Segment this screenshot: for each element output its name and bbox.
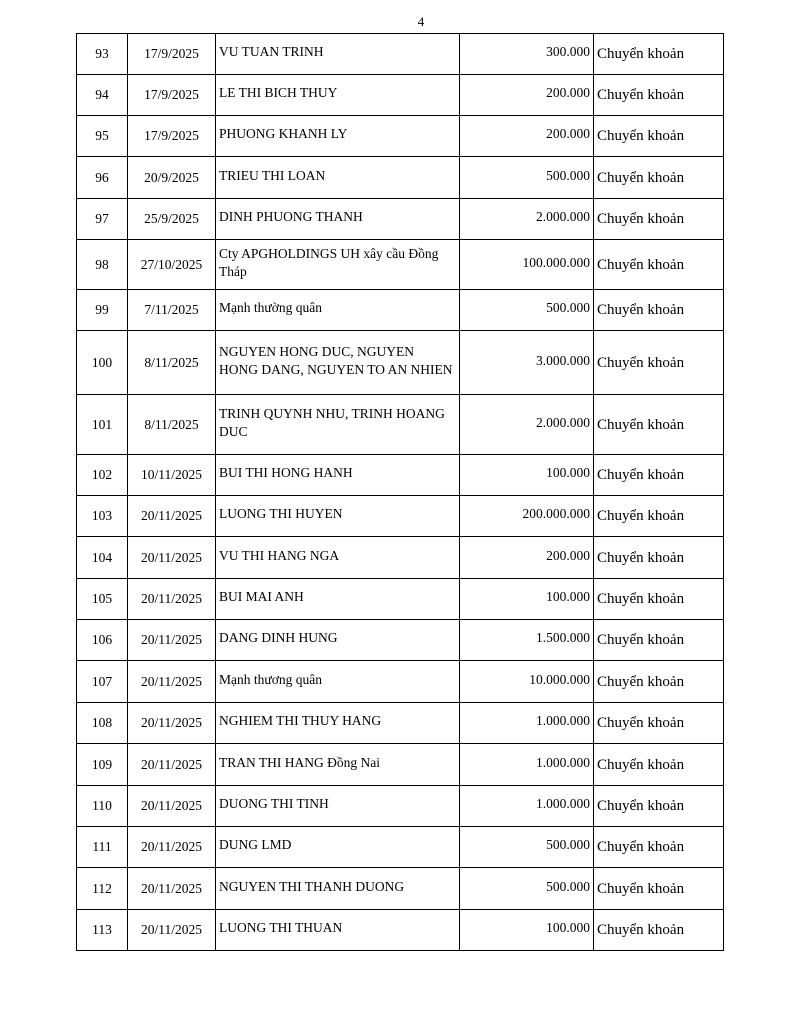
date-text: 20/9/2025 [144, 169, 199, 185]
page-number: 4 [417, 14, 425, 29]
donor-name-text: DUONG THI TINH [219, 796, 329, 811]
date-text: 7/11/2025 [144, 302, 199, 317]
donor-name-cell [216, 579, 460, 620]
amount-text: 1.000.000 [536, 796, 590, 811]
donor-name-cell [216, 661, 460, 703]
payment-method-text: Chuyển khoản [597, 632, 685, 648]
payment-method-cell [594, 455, 724, 496]
donor-name-cell [216, 620, 460, 661]
donor-name-text: Cty APGHOLDINGS UH xây cầu Đồng Tháp [219, 245, 439, 279]
table-row [77, 240, 724, 290]
donor-name-text: NGUYEN THI THANH DUONG [219, 878, 405, 894]
payment-method-cell [594, 75, 724, 116]
date-text: 17/9/2025 [144, 128, 199, 143]
amount-cell [460, 75, 594, 116]
amount-text: 200.000 [546, 85, 590, 100]
donor-name-cell [216, 496, 460, 537]
row-number-cell [77, 537, 128, 579]
payment-method-text: Chuyển khoản [597, 416, 685, 433]
donor-name-text: TRINH QUYNH NHU, TRINH HOANG DUC [219, 405, 445, 439]
table-row [77, 827, 724, 868]
donor-name-text: DINH PHUONG THANH [219, 209, 363, 224]
payment-method-cell [594, 157, 724, 199]
payment-method-text: Chuyển khoản [597, 211, 685, 227]
date-cell [128, 537, 216, 579]
date-text: 20/11/2025 [140, 673, 202, 689]
amount-text: 200.000 [546, 126, 590, 141]
table-row [77, 116, 724, 157]
date-cell [128, 620, 216, 661]
donor-name-text: LE THI BICH THUY [219, 85, 338, 100]
date-text: 20/11/2025 [140, 839, 202, 854]
row-number-text: 95 [95, 128, 109, 143]
donor-name-cell [216, 34, 460, 75]
donor-name-cell [216, 786, 460, 827]
donor-name-cell [216, 331, 460, 395]
payment-method-cell [594, 868, 724, 910]
date-text: 8/11/2025 [144, 416, 199, 432]
amount-text: 2.000.000 [536, 414, 590, 430]
table-row [77, 455, 724, 496]
table-row [77, 75, 724, 116]
row-number-cell [77, 661, 128, 703]
payment-method-cell [594, 744, 724, 786]
amount-cell [460, 395, 594, 455]
payment-method-cell [594, 395, 724, 455]
amount-text: 1.000.000 [536, 754, 590, 770]
row-number-text: 102 [91, 467, 113, 482]
row-number-text: 97 [95, 211, 109, 226]
date-text: 10/11/2025 [140, 467, 202, 482]
payment-method-cell [594, 199, 724, 240]
donor-name-text: DANG DINH HUNG [219, 630, 338, 645]
table-row [77, 157, 724, 199]
payment-method-text: Chuyển khoản [597, 169, 685, 186]
donor-name-cell [216, 537, 460, 579]
amount-cell [460, 455, 594, 496]
date-text: 20/11/2025 [140, 922, 202, 937]
payment-method-cell [594, 496, 724, 537]
row-number-text: 111 [92, 839, 112, 854]
amount-text: 100.000 [546, 920, 590, 935]
amount-cell [460, 744, 594, 786]
payment-method-cell [594, 34, 724, 75]
table-row [77, 537, 724, 579]
row-number-text: 112 [92, 880, 112, 896]
amount-text: 1.000.000 [536, 713, 590, 728]
donor-name-cell [216, 240, 460, 290]
amount-cell [460, 34, 594, 75]
row-number-cell [77, 579, 128, 620]
donor-name-text: LUONG THI HUYEN [219, 506, 343, 521]
date-cell [128, 34, 216, 75]
date-cell [128, 395, 216, 455]
table-row [77, 703, 724, 744]
date-text: 25/9/2025 [144, 211, 199, 226]
donor-name-text: VU TUAN TRINH [219, 44, 324, 59]
table-row [77, 620, 724, 661]
row-number-text: 98 [95, 256, 109, 272]
row-number-text: 101 [91, 416, 113, 432]
amount-cell [460, 868, 594, 910]
row-number-text: 104 [91, 549, 113, 565]
date-text: 20/11/2025 [140, 591, 202, 606]
row-number-cell [77, 910, 128, 951]
date-text: 8/11/2025 [144, 354, 199, 370]
donor-name-cell [216, 827, 460, 868]
row-number-text: 106 [91, 632, 113, 647]
donation-table [76, 33, 724, 951]
payment-method-text: Chuyển khoản [597, 839, 685, 855]
amount-cell [460, 620, 594, 661]
date-text: 20/11/2025 [140, 715, 202, 730]
row-number-cell [77, 455, 128, 496]
row-number-text: 105 [91, 591, 113, 606]
amount-cell [460, 116, 594, 157]
payment-method-text: Chuyển khoản [597, 467, 685, 483]
date-cell [128, 116, 216, 157]
row-number-cell [77, 786, 128, 827]
row-number-cell [77, 157, 128, 199]
donor-name-text: NGUYEN HONG DUC, NGUYEN HONG DANG, NGUYEN TO AN NHIEN [219, 343, 453, 377]
date-text: 20/11/2025 [140, 880, 202, 896]
payment-method-cell [594, 579, 724, 620]
donor-name-cell [216, 868, 460, 910]
payment-method-cell [594, 290, 724, 331]
payment-method-text: Chuyển khoản [597, 756, 685, 773]
amount-cell [460, 496, 594, 537]
row-number-cell [77, 34, 128, 75]
row-number-text: 99 [95, 302, 109, 317]
date-cell [128, 827, 216, 868]
payment-method-cell [594, 620, 724, 661]
date-text: 17/9/2025 [144, 87, 199, 102]
date-cell [128, 744, 216, 786]
row-number-cell [77, 620, 128, 661]
table-row [77, 290, 724, 331]
donor-name-cell [216, 157, 460, 199]
date-text: 20/11/2025 [140, 508, 202, 523]
table-row [77, 496, 724, 537]
date-cell [128, 786, 216, 827]
amount-text: 1.500.000 [536, 630, 590, 645]
table-row [77, 661, 724, 703]
date-cell [128, 290, 216, 331]
table-row [77, 579, 724, 620]
payment-method-text: Chuyển khoản [597, 880, 685, 897]
row-number-cell [77, 116, 128, 157]
row-number-cell [77, 868, 128, 910]
donor-name-text: LUONG THI THUAN [219, 920, 343, 935]
payment-method-cell [594, 240, 724, 290]
amount-text: 500.000 [546, 878, 590, 894]
donor-name-text: TRIEU THI LOAN [219, 167, 326, 183]
donor-name-text: BUI MAI ANH [219, 589, 304, 604]
row-number-cell [77, 496, 128, 537]
payment-method-text: Chuyển khoản [597, 549, 685, 566]
row-number-text: 107 [91, 673, 113, 689]
donor-name-text: Mạnh thường quân [219, 300, 322, 315]
amount-cell [460, 290, 594, 331]
date-cell [128, 910, 216, 951]
payment-method-text: Chuyển khoản [597, 302, 685, 318]
payment-method-cell [594, 537, 724, 579]
date-text: 27/10/2025 [140, 256, 203, 272]
amount-cell [460, 786, 594, 827]
payment-method-text: Chuyển khoản [597, 591, 685, 607]
row-number-text: 96 [95, 169, 109, 185]
payment-method-text: Chuyển khoản [597, 508, 685, 524]
date-text: 20/11/2025 [140, 798, 202, 813]
table-row [77, 744, 724, 786]
amount-cell [460, 910, 594, 951]
amount-text: 3.000.000 [536, 352, 590, 368]
row-number-text: 103 [91, 508, 113, 523]
amount-text: 100.000 [546, 589, 590, 604]
table-row [77, 199, 724, 240]
date-text: 20/11/2025 [140, 549, 202, 565]
date-cell [128, 661, 216, 703]
donor-name-cell [216, 75, 460, 116]
row-number-cell [77, 75, 128, 116]
amount-text: 500.000 [546, 167, 590, 183]
payment-method-cell [594, 661, 724, 703]
date-text: 20/11/2025 [140, 632, 202, 647]
donor-name-cell [216, 910, 460, 951]
payment-method-text: Chuyển khoản [597, 354, 685, 371]
date-cell [128, 157, 216, 199]
row-number-cell [77, 395, 128, 455]
donor-name-text: VU THI HANG NGA [219, 547, 340, 563]
donor-name-cell [216, 744, 460, 786]
donor-name-cell [216, 116, 460, 157]
payment-method-text: Chuyển khoản [597, 128, 685, 144]
date-cell [128, 579, 216, 620]
table-row [77, 331, 724, 395]
amount-text: 100.000 [546, 465, 590, 480]
row-number-cell [77, 199, 128, 240]
payment-method-cell [594, 331, 724, 395]
table-row [77, 786, 724, 827]
amount-text: 10.000.000 [529, 671, 590, 687]
date-cell [128, 75, 216, 116]
donor-name-cell [216, 455, 460, 496]
amount-text: 300.000 [546, 44, 590, 59]
amount-cell [460, 331, 594, 395]
donor-name-text: TRAN THI HANG Đồng Nai [219, 754, 380, 770]
donor-name-text: NGHIEM THI THUY HANG [219, 713, 382, 728]
row-number-cell [77, 827, 128, 868]
donor-name-text: DUNG LMD [219, 837, 292, 852]
payment-method-cell [594, 786, 724, 827]
row-number-text: 110 [92, 798, 112, 813]
date-cell [128, 331, 216, 395]
donor-name-text: BUI THI HONG HANH [219, 465, 353, 480]
row-number-text: 109 [91, 756, 113, 772]
amount-text: 500.000 [546, 837, 590, 852]
donor-name-cell [216, 290, 460, 331]
row-number-cell [77, 331, 128, 395]
row-number-text: 93 [95, 46, 109, 61]
amount-text: 2.000.000 [536, 209, 590, 224]
payment-method-cell [594, 703, 724, 744]
donor-name-cell [216, 199, 460, 240]
amount-text: 200.000.000 [522, 506, 590, 521]
table-row [77, 395, 724, 455]
payment-method-cell [594, 116, 724, 157]
amount-cell [460, 661, 594, 703]
amount-text: 500.000 [546, 300, 590, 315]
amount-cell [460, 537, 594, 579]
row-number-text: 94 [95, 87, 109, 102]
payment-method-text: Chuyển khoản [597, 87, 685, 103]
donor-name-cell [216, 703, 460, 744]
table-row [77, 910, 724, 951]
table-row [77, 34, 724, 75]
row-number-cell [77, 703, 128, 744]
date-cell [128, 455, 216, 496]
payment-method-text: Chuyển khoản [597, 673, 685, 690]
date-cell [128, 240, 216, 290]
row-number-text: 100 [91, 354, 113, 370]
date-cell [128, 496, 216, 537]
amount-cell [460, 579, 594, 620]
payment-method-cell [594, 910, 724, 951]
payment-method-text: Chuyển khoản [597, 715, 685, 731]
donor-name-cell [216, 395, 460, 455]
date-cell [128, 199, 216, 240]
amount-text: 200.000 [546, 547, 590, 563]
date-cell [128, 703, 216, 744]
date-cell [128, 868, 216, 910]
donor-name-text: Mạnh thương quân [219, 671, 322, 687]
row-number-text: 108 [91, 715, 113, 730]
row-number-text: 113 [92, 922, 112, 937]
amount-cell [460, 827, 594, 868]
row-number-cell [77, 290, 128, 331]
date-text: 17/9/2025 [144, 46, 199, 61]
donor-name-text: PHUONG KHANH LY [219, 126, 348, 141]
amount-cell [460, 157, 594, 199]
row-number-cell [77, 240, 128, 290]
amount-text: 100.000.000 [522, 254, 590, 270]
row-number-cell [77, 744, 128, 786]
date-text: 20/11/2025 [140, 756, 202, 772]
payment-method-cell [594, 827, 724, 868]
payment-method-text: Chuyển khoản [597, 46, 685, 62]
amount-cell [460, 199, 594, 240]
amount-cell [460, 240, 594, 290]
payment-method-text: Chuyển khoản [597, 922, 685, 938]
donation-table-body [77, 34, 724, 951]
payment-method-text: Chuyển khoản [597, 798, 685, 814]
table-row [77, 868, 724, 910]
payment-method-text: Chuyển khoản [597, 256, 685, 273]
amount-cell [460, 703, 594, 744]
